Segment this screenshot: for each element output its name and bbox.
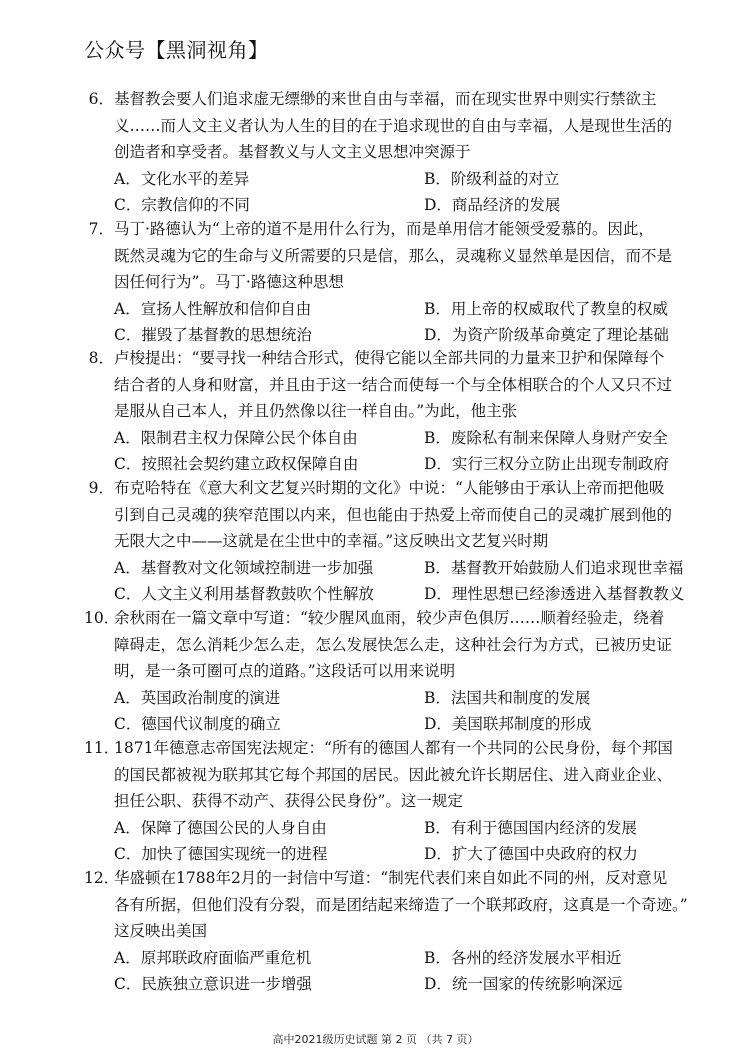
answer-options: [84, 815, 674, 868]
answer-option: A．文化水平的差异: [114, 169, 250, 188]
question-stem-text: 明，是一条可圈可点的道路。”这段话可以用来说明: [114, 662, 456, 680]
answer-option: D．扩大了德国中央政府的权力: [424, 845, 638, 863]
answer-options: [84, 685, 674, 738]
question-stem-text: 结合者的人身和财富，并且由于这一结合而使每一个与全体相联合的个人又只不过: [114, 375, 673, 394]
question-stem-line: [84, 113, 674, 140]
question-stem-line: [84, 528, 674, 555]
question-stem-line: [84, 918, 674, 945]
question: [84, 475, 685, 608]
answer-option: A．原邦联政府面临严重危机: [114, 948, 312, 967]
question-stem-line: [84, 345, 674, 372]
question-stem-line: [84, 788, 674, 815]
answer-option: A．限制君主权力保障公民个体自由: [114, 428, 358, 447]
question-stem-text: 是服从自己本人，并且仍然像以往一样自由。”为此，他主张: [114, 402, 518, 420]
question-stem-line: [84, 372, 674, 399]
question-stem-text: 义……而人文主义者认为人生的目的在于追求现世的自由与幸福，人是现世生活的: [114, 116, 673, 135]
answer-option: B．阶级利益的对立: [424, 169, 560, 188]
answer-option: D．统一国家的传统影响深远: [424, 975, 623, 993]
question-stem-text: 创造者和享受者。基督教义与人文主义思想冲突源于: [114, 143, 471, 161]
question: [84, 865, 688, 998]
question-stem-text: 担任公职、获得不动产、获得公民身份”。这一规定: [114, 792, 463, 810]
question-number: 8．: [88, 349, 114, 367]
answer-option: B．废除私有制来保障人身财产安全: [424, 428, 668, 447]
question-stem-text: 余秋雨在一篇文章中写道：“较少腥风血雨，较少声色俱厉……顺着经验走，绕着: [114, 609, 665, 627]
question-stem-text: 马丁·路德认为“上帝的道不是用什么行为，而是单用信才能领受爱慕的。因此，: [114, 220, 654, 238]
answer-option: B．基督教开始鼓励人们追求现世幸福: [424, 558, 684, 577]
question-stem-text: 基督教会要人们追求虚无缥缈的来世自由与幸福，而在现实世界中则实行禁欲主: [114, 90, 657, 108]
answer-option: A．保障了德国公民的人身自由: [114, 818, 327, 837]
answer-options: [84, 296, 674, 349]
question-stem-text: 各有所据，但他们没有分裂，而是团结起来缔造了一个联邦政府，这真是一个奇迹。”: [114, 895, 688, 914]
question-stem-line: [84, 86, 674, 113]
question-stem-line: [84, 632, 674, 659]
answer-option: C．宗教信仰的不同: [114, 196, 250, 214]
answer-option: C．按照社会契约建立政权保障自由: [114, 455, 359, 473]
answer-option: A．基督教对文化领域控制进一步加强: [114, 558, 374, 577]
question-stem-text: 华盛顿在1788年2月的一封信中写道：“制宪代表们来自如此不同的州，反对意见: [114, 869, 668, 887]
question-stem-line: [84, 269, 674, 296]
question-stem-text: 无限大之中——这就是在尘世中的幸福。”这反映出文艺复兴时期: [114, 532, 549, 550]
answer-option: C．加快了德国实现统一的进程: [114, 845, 328, 863]
question-number: 10．: [84, 609, 120, 627]
answer-option: B．有利于德国国内经济的发展: [424, 818, 637, 837]
question-stem-line: [84, 605, 674, 632]
question-stem-text: 这反映出美国: [114, 922, 208, 940]
answer-option: A．英国政治制度的演进: [114, 688, 281, 707]
answer-option: C．人文主义利用基督教鼓吹个性解放: [114, 585, 374, 603]
answer-option: B．各州的经济发展水平相近: [424, 948, 622, 967]
answer-option: D．美国联邦制度的形成: [424, 715, 592, 733]
question: [84, 216, 674, 349]
question-number: 9．: [88, 479, 114, 497]
question-stem-line: [84, 216, 674, 243]
answer-option: C．德国代议制度的确立: [114, 715, 281, 733]
question-stem-text: 的国民都被视为联邦其它每个邦国的居民。因此被允许长期居住、进入商业企业、: [114, 765, 673, 784]
answer-option: D．为资产阶级革命奠定了理论基础: [424, 326, 669, 344]
question: [84, 86, 674, 219]
answer-options: [84, 166, 674, 219]
question-stem-line: [84, 735, 674, 762]
question-stem-line: [84, 658, 674, 685]
question-number: 6．: [88, 90, 114, 108]
question-stem-line: [84, 139, 674, 166]
question-stem-text: 障碍走，怎么消耗少怎么走，怎么发展快怎么走，这种社会行为方式，已被历史证: [114, 635, 673, 654]
answer-options: [84, 945, 674, 998]
answer-option: A．宣扬人性解放和信仰自由: [114, 299, 312, 318]
question-stem-text: 引到自己灵魂的狭窄范围以内来，但也能由于热爱上帝而使自己的灵魂扩展到他的: [114, 505, 673, 524]
question-stem-line: [84, 502, 674, 529]
answer-option: D．理性思想已经渗透进入基督教教义: [424, 585, 685, 603]
answer-option: D．商品经济的发展: [424, 196, 561, 214]
question-stem-line: [84, 762, 674, 789]
answer-option: C．民族独立意识进一步增强: [114, 975, 312, 993]
question-stem-text: 因任何行为”。马丁·路德这种思想: [114, 273, 344, 291]
question-stem-line: [84, 475, 674, 502]
question-stem-line: [84, 865, 674, 892]
question-stem-line: [84, 892, 688, 919]
answer-options: [84, 555, 685, 608]
question: [84, 345, 674, 478]
answer-option: B．法国共和制度的发展: [424, 688, 591, 707]
page-header: 公众号【黑洞视角】: [84, 38, 269, 62]
question-stem-line: [84, 398, 674, 425]
question: [84, 605, 674, 738]
question-number: 12．: [84, 869, 120, 887]
answer-options: [84, 425, 674, 478]
question-stem-text: 布克哈特在《意大利文艺复兴时期的文化》中说：“人能够由于承认上帝而把他吸: [114, 479, 665, 497]
question-stem-text: 卢梭提出：“要寻找一种结合形式，使得它能以全部共同的力量来卫护和保障每个: [114, 349, 665, 367]
question-stem-text: 既然灵魂为它的生命与义所需要的只是信，那么，灵魂称义显然单是因信，而不是: [114, 246, 673, 265]
question: [84, 735, 674, 868]
question-stem-text: 1871年德意志帝国宪法规定：“所有的德国人都有一个共同的公民身份，每个邦国: [114, 739, 673, 757]
answer-option: C．摧毁了基督教的思想统治: [114, 326, 312, 344]
question-number: 7．: [88, 220, 114, 238]
question-number: 11．: [84, 739, 120, 757]
page-footer: 高中2021级历史试题 第 2 页 （共 7 页）: [272, 1033, 479, 1046]
answer-option: B．用上帝的权威取代了教皇的权威: [424, 299, 668, 318]
question-stem-line: [84, 243, 674, 270]
answer-option: D．实行三权分立防止出现专制政府: [424, 455, 669, 473]
